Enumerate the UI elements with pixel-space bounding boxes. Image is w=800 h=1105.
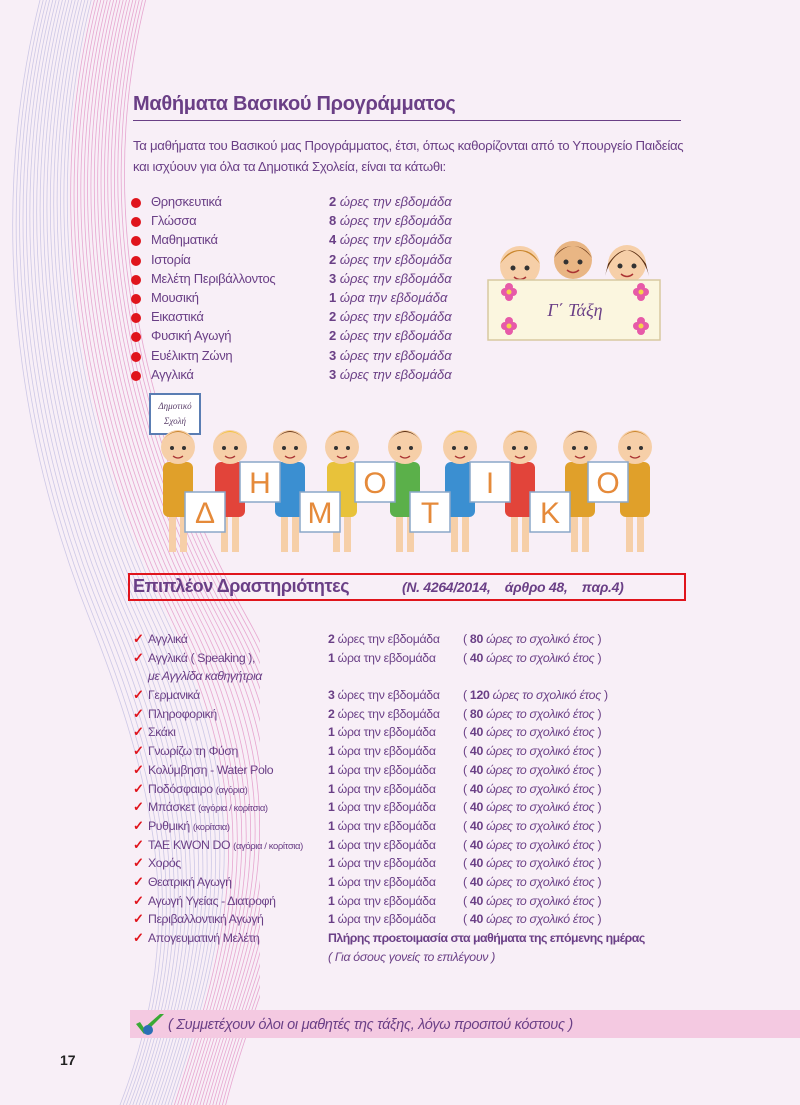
yearly-hours-text: ώρες το σχολικό έτος: [486, 800, 595, 815]
yearly-hours-text: ώρες το σχολικό έτος: [486, 837, 595, 852]
yearly-hours-text: ώρες το σχολικό έτος: [486, 912, 595, 927]
activity-name-text: Γερμανικά: [148, 688, 200, 703]
activity-name-text: Γνωρίζω τη Φύση: [148, 744, 238, 759]
activity-name-text: με Αγγλίδα καθηγήτρια: [148, 669, 262, 684]
subject-hours: [329, 328, 452, 343]
basic-program-title: Μαθήματα Βασικού Προγράμματος: [133, 93, 681, 121]
yearly-hours-number: 40: [469, 744, 483, 759]
checkmark-icon: ✓: [133, 930, 144, 945]
weekly-hours-text: ώρες την εβδομάδα: [337, 688, 440, 703]
yearly-hours-number: 40: [469, 800, 483, 815]
weekly-hours-number: 1: [328, 856, 335, 871]
subject-hours: [329, 290, 447, 305]
letter-card-letter: Μ: [307, 497, 333, 530]
extra-activity-row: [133, 818, 693, 837]
subject-hours-number: 3: [329, 347, 337, 363]
yearly-hours-number: 40: [469, 781, 483, 796]
yearly-hours-text: ώρες το σχολικό έτος: [492, 688, 601, 703]
activity-yearly-hours: ( 40 ώρες το σχολικό έτος ): [463, 837, 602, 852]
bullet-icon: [131, 352, 141, 362]
weekly-hours-number: 2: [328, 706, 335, 721]
checkmark-icon: ✓: [133, 892, 144, 908]
activity-yearly-hours: ( 40 ώρες το σχολικό έτος ): [463, 650, 602, 665]
subject-hours-number: 3: [329, 270, 337, 286]
subject-hours-number: 4: [329, 232, 337, 248]
activity-name: [148, 819, 230, 833]
activity-yearly-hours: ( 80 ώρες το σχολικό έτος ): [463, 706, 602, 721]
intro-line-2: και ισχύουν για όλα τα Δημοτικά Σχολεία, είναι τα κάτωθι:: [133, 159, 446, 174]
yearly-hours-text: ώρες το σχολικό έτος: [486, 856, 595, 871]
intro-line-1: Τα μαθήματα του Βασικού μας Προγράμματος, έτσι, όπως καθορίζονται από το Υπουργείο Παιδείας: [133, 138, 684, 153]
yearly-hours-number: 80: [469, 632, 483, 646]
subject-name: Γλώσσα: [151, 213, 197, 229]
activity-name: Απογευματινή Μελέτη: [148, 931, 260, 945]
activity-name-text: Σκάκι: [148, 725, 176, 740]
yearly-hours-text: ώρες το σχολικό έτος: [486, 893, 595, 908]
activity-yearly-hours: ( 40 ώρες το σχολικό έτος ): [463, 856, 602, 871]
extra-activity-row: [133, 650, 693, 669]
activity-name: [148, 838, 303, 852]
activity-yearly-hours: ( 40 ώρες το σχολικό έτος ): [463, 781, 602, 796]
checkmark-icon: ✓: [133, 761, 144, 777]
yearly-hours-number: 120: [469, 688, 490, 703]
checkmark-icon: ✓: [133, 836, 144, 852]
extra-activities-list: [133, 631, 693, 967]
subject-name: Εικαστικά: [151, 309, 204, 325]
subject-hours: [329, 271, 452, 286]
checkmark-icon: ✓: [133, 687, 144, 703]
weekly-hours-number: 3: [328, 688, 335, 703]
letter-card: [530, 492, 570, 532]
subject-hours: [329, 252, 452, 267]
weekly-hours-number: 1: [328, 650, 335, 665]
activity-yearly-hours: ( 40 ώρες το σχολικό έτος ): [463, 725, 602, 740]
weekly-hours-number: 1: [328, 912, 335, 927]
subject-name: Μαθηματικά: [151, 232, 218, 248]
weekly-hours-text: ώρες την εβδομάδα: [337, 632, 440, 646]
activity-weekly-hours: [328, 632, 440, 646]
activity-yearly-hours: ( 40 ώρες το σχολικό έτος ): [463, 874, 602, 889]
activity-name: [148, 688, 200, 702]
activity-name: [148, 763, 273, 777]
kid-head-right: [605, 245, 649, 283]
yearly-hours-text: ώρες το σχολικό έτος: [486, 818, 595, 833]
activity-name: [148, 875, 232, 889]
school-sign-line-1: Δημοτικό: [158, 401, 192, 411]
extra-activity-row: [133, 799, 693, 818]
weekly-hours-text: ώρα την εβδομάδα: [337, 818, 436, 833]
letter-card-letter: Η: [249, 467, 271, 500]
activity-name: [148, 856, 181, 870]
extra-activities-title: Επιπλέον Δραστηριότητες: [133, 576, 350, 596]
class-sign-label: Γ΄ Τάξη: [547, 300, 603, 320]
weekly-hours-text: ώρα την εβδομάδα: [337, 650, 436, 665]
activity-name-text: Αγωγή Υγείας - Διατροφή: [148, 893, 276, 908]
activity-weekly-hours: [328, 838, 436, 852]
activity-name: [148, 744, 238, 758]
school-sign: [150, 394, 200, 434]
yearly-hours-text: ώρες το σχολικό έτος: [486, 781, 595, 796]
activity-name: [148, 632, 187, 646]
activity-weekly-hours: [328, 819, 436, 833]
activity-yearly-hours: ( 40 ώρες το σχολικό έτος ): [463, 800, 602, 815]
activity-yearly-hours: ( 80 ώρες το σχολικό έτος ): [463, 632, 602, 646]
extra-activity-row: [133, 874, 693, 893]
dimotiko-kids-illustration: [130, 392, 660, 560]
law-reference: (Ν. 4264/2014, άρθρο 48, παρ.4): [402, 579, 624, 595]
activity-weekly-hours: [328, 744, 436, 758]
letter-card-letter: Ο: [596, 467, 620, 500]
activity-name: [148, 782, 247, 796]
activity-name-text: Θεατρική Αγωγή: [148, 874, 232, 889]
letter-card-letter: Δ: [194, 497, 216, 530]
weekly-hours-number: 2: [328, 632, 335, 646]
activity-weekly-hours: [328, 782, 436, 796]
subject-hours-text: ώρα την εβδομάδα: [339, 289, 448, 305]
subject-name: Μελέτη Περιβάλλοντος: [151, 270, 276, 286]
activity-name-text: TAE KWON DO: [148, 837, 231, 852]
yearly-hours-text: ώρες το σχολικό έτος: [486, 725, 595, 740]
subject-hours-text: ώρες την εβδομάδα: [339, 251, 452, 267]
checkmark-icon: [134, 1012, 166, 1038]
afternoon-study-row: [133, 930, 693, 949]
activity-yearly-hours: ( 40 ώρες το σχολικό έτος ): [463, 818, 602, 833]
yearly-hours-number: 40: [469, 762, 483, 777]
subject-hours: [329, 367, 452, 382]
afternoon-study-note: ( Για όσους γονείς το επιλέγουν ): [328, 949, 496, 964]
letter-card: [240, 462, 280, 502]
bullet-icon: [131, 371, 141, 381]
checkmark-icon: ✓: [133, 724, 144, 740]
subject-hours-number: 2: [329, 328, 337, 344]
letter-card: [355, 462, 395, 502]
yearly-hours-text: ώρες το σχολικό έτος: [486, 762, 595, 777]
weekly-hours-text: ώρα την εβδομάδα: [337, 725, 436, 740]
afternoon-study-description: Πλήρης προετοιμασία στα μαθήματα της επόμενης ημέρας: [328, 931, 645, 945]
checkmark-icon: ✓: [133, 780, 144, 796]
subject-hours-text: ώρες την εβδομάδα: [339, 232, 452, 248]
activity-weekly-hours: [328, 894, 436, 908]
footer-note: ( Συμμετέχουν όλοι οι μαθητές της τάξης, λόγω προσιτού κόστους ): [168, 1017, 573, 1033]
checkmark-icon: ✓: [133, 649, 144, 665]
yearly-hours-number: 40: [469, 893, 483, 908]
extra-activity-row: [133, 687, 693, 706]
weekly-hours-number: 1: [328, 818, 335, 833]
yearly-hours-text: ώρες το σχολικό έτος: [486, 874, 595, 889]
weekly-hours-text: ώρα την εβδομάδα: [337, 856, 436, 871]
basic-program-intro: [133, 135, 693, 177]
extra-activity-row: [133, 724, 693, 743]
activity-group: (αγόρια): [215, 784, 248, 796]
letter-card: [410, 492, 450, 532]
activity-group: (αγόρια / κορίτσια): [233, 840, 303, 852]
kid-figure: [160, 430, 196, 552]
extra-activity-row: [133, 762, 693, 781]
weekly-hours-number: 1: [328, 762, 335, 777]
yearly-hours-number: 40: [469, 818, 483, 833]
extra-activity-row: [133, 911, 693, 930]
letter-card-letter: Τ: [420, 497, 440, 530]
kid-head-middle: [554, 241, 592, 279]
extra-activity-row: [133, 706, 693, 725]
subject-name: Αγγλικά: [151, 366, 194, 382]
weekly-hours-number: 1: [328, 781, 335, 796]
extra-activity-row: [133, 837, 693, 856]
activity-name: [148, 800, 268, 814]
yearly-hours-text: ώρες το σχολικό έτος: [486, 650, 595, 665]
subject-hours-text: ώρες την εβδομάδα: [339, 194, 452, 209]
letter-card-letter: Ο: [363, 467, 387, 500]
letter-card-letter: Κ: [539, 497, 561, 530]
weekly-hours-text: ώρα την εβδομάδα: [337, 744, 436, 759]
activity-name-text: Πληροφορική: [148, 706, 217, 721]
subject-hours-text: ώρες την εβδομάδα: [339, 213, 452, 229]
weekly-hours-number: 1: [328, 837, 335, 852]
bullet-icon: [131, 198, 141, 208]
checkmark-icon: ✓: [133, 705, 144, 721]
activity-name: [148, 894, 276, 908]
yearly-hours-number: 40: [469, 650, 483, 665]
weekly-hours-number: 1: [328, 800, 335, 815]
subject-hours: [329, 309, 452, 324]
yearly-hours-number: 40: [469, 856, 483, 871]
activity-yearly-hours: ( 40 ώρες το σχολικό έτος ): [463, 762, 602, 777]
subject-hours: [329, 194, 452, 209]
activity-name: [148, 912, 263, 926]
activity-name-text: Αγγλικά ( Speaking ),: [148, 650, 255, 665]
checkmark-icon: ✓: [133, 799, 144, 815]
subject-name: Θρησκευτικά: [151, 194, 222, 209]
extra-activity-row: [133, 743, 693, 762]
subject-hours-number: 2: [329, 251, 337, 267]
activity-name-text: Περιβαλλοντική Αγωγή: [148, 912, 264, 927]
subject-name: Ευέλικτη Ζώνη: [151, 347, 233, 363]
activity-name: [148, 707, 217, 721]
extra-activity-row: [133, 781, 693, 800]
yearly-hours-number: 40: [469, 837, 483, 852]
subject-hours-number: 3: [329, 366, 337, 382]
activity-yearly-hours: ( 120 ώρες το σχολικό έτος ): [463, 688, 608, 703]
subject-hours: [329, 232, 452, 247]
yearly-hours-number: 40: [469, 912, 483, 927]
activity-group: (κορίτσια): [192, 821, 230, 833]
checkmark-icon: ✓: [133, 817, 144, 833]
class-sign-illustration: [485, 236, 665, 344]
subject-hours-number: 1: [329, 289, 337, 305]
activity-weekly-hours: [328, 875, 436, 889]
weekly-hours-text: ώρα την εβδομάδα: [337, 874, 436, 889]
weekly-hours-number: 1: [328, 893, 335, 908]
yearly-hours-text: ώρες το σχολικό έτος: [486, 744, 595, 759]
activity-yearly-hours: ( 40 ώρες το σχολικό έτος ): [463, 744, 602, 759]
school-sign-line-2: Σχολή: [164, 416, 186, 426]
yearly-hours-text: ώρες το σχολικό έτος: [486, 706, 595, 721]
activity-yearly-hours: ( 40 ώρες το σχολικό έτος ): [463, 893, 602, 908]
subject-hours-number: 2: [329, 309, 337, 325]
yearly-hours-number: 40: [469, 725, 483, 740]
subject-hours-text: ώρες την εβδομάδα: [339, 270, 452, 286]
weekly-hours-text: ώρα την εβδομάδα: [337, 762, 436, 777]
activity-name-text: Μπάσκετ: [148, 800, 195, 815]
checkmark-icon: ✓: [133, 855, 144, 871]
letter-card: [470, 462, 510, 502]
activity-name-text: Ρυθμική: [148, 818, 190, 833]
activity-name-text: Κολύμβηση - Water Polo: [148, 762, 274, 777]
yearly-hours-text: ώρες το σχολικό έτος: [486, 632, 595, 646]
activity-group: (αγόρια / κορίτσια): [197, 803, 268, 815]
afternoon-study-note-row: [133, 949, 693, 968]
activity-weekly-hours: [328, 856, 436, 870]
activity-name: [148, 669, 262, 683]
activity-weekly-hours: [328, 725, 436, 739]
activity-weekly-hours: [328, 763, 436, 777]
letter-card: [588, 462, 628, 502]
checkmark-icon: ✓: [133, 873, 144, 889]
extra-activity-row: [133, 668, 693, 687]
activity-weekly-hours: [328, 800, 436, 814]
letter-card: [185, 492, 225, 532]
bullet-icon: [131, 256, 141, 266]
weekly-hours-text: ώρα την εβδομάδα: [337, 837, 436, 852]
activity-name: [148, 651, 255, 665]
activity-weekly-hours: [328, 651, 436, 665]
yearly-hours-number: 80: [469, 706, 483, 721]
activity-weekly-hours: [328, 912, 436, 926]
weekly-hours-text: ώρα την εβδομάδα: [337, 912, 436, 927]
activity-name-text: Ποδόσφαιρο: [148, 781, 213, 796]
subject-hours: [329, 348, 452, 363]
subject-hours-text: ώρες την εβδομάδα: [339, 347, 452, 363]
bullet-icon: [131, 294, 141, 304]
subject-name: Ιστορία: [151, 251, 191, 267]
bullet-icon: [131, 275, 141, 285]
activity-name: [148, 725, 176, 739]
weekly-hours-number: 1: [328, 725, 335, 740]
activity-name-text: Αγγλικά: [148, 632, 188, 646]
weekly-hours-text: ώρα την εβδομάδα: [337, 781, 436, 796]
activity-weekly-hours: [328, 707, 440, 721]
weekly-hours-text: ώρα την εβδομάδα: [337, 893, 436, 908]
subject-hours: [329, 213, 452, 228]
activity-weekly-hours: [328, 688, 440, 702]
weekly-hours-text: ώρες την εβδομάδα: [337, 706, 440, 721]
subject-hours-number: 8: [329, 213, 337, 229]
letter-card: [300, 492, 340, 532]
subject-hours-text: ώρες την εβδομάδα: [339, 366, 452, 382]
weekly-hours-text: ώρα την εβδομάδα: [337, 800, 436, 815]
yearly-hours-number: 40: [469, 874, 483, 889]
checkmark-icon: ✓: [133, 743, 144, 759]
extra-activity-row: [133, 631, 693, 650]
extra-activity-row: [133, 855, 693, 874]
subject-hours-text: ώρες την εβδομάδα: [339, 309, 452, 325]
letter-card-letter: Ι: [485, 467, 495, 500]
weekly-hours-number: 1: [328, 744, 335, 759]
checkmark-icon: ✓: [133, 631, 144, 646]
subject-hours-number: 2: [329, 194, 337, 209]
activity-name-text: Χορός: [148, 856, 181, 871]
subject-name: Μουσική: [151, 289, 199, 305]
extra-activity-row: [133, 893, 693, 912]
subject-name: Φυσική Αγωγή: [151, 328, 232, 344]
page-number: 17: [60, 1052, 76, 1068]
subject-hours-text: ώρες την εβδομάδα: [339, 328, 452, 344]
checkmark-icon: ✓: [133, 911, 144, 927]
activity-yearly-hours: ( 40 ώρες το σχολικό έτος ): [463, 912, 602, 927]
weekly-hours-number: 1: [328, 874, 335, 889]
